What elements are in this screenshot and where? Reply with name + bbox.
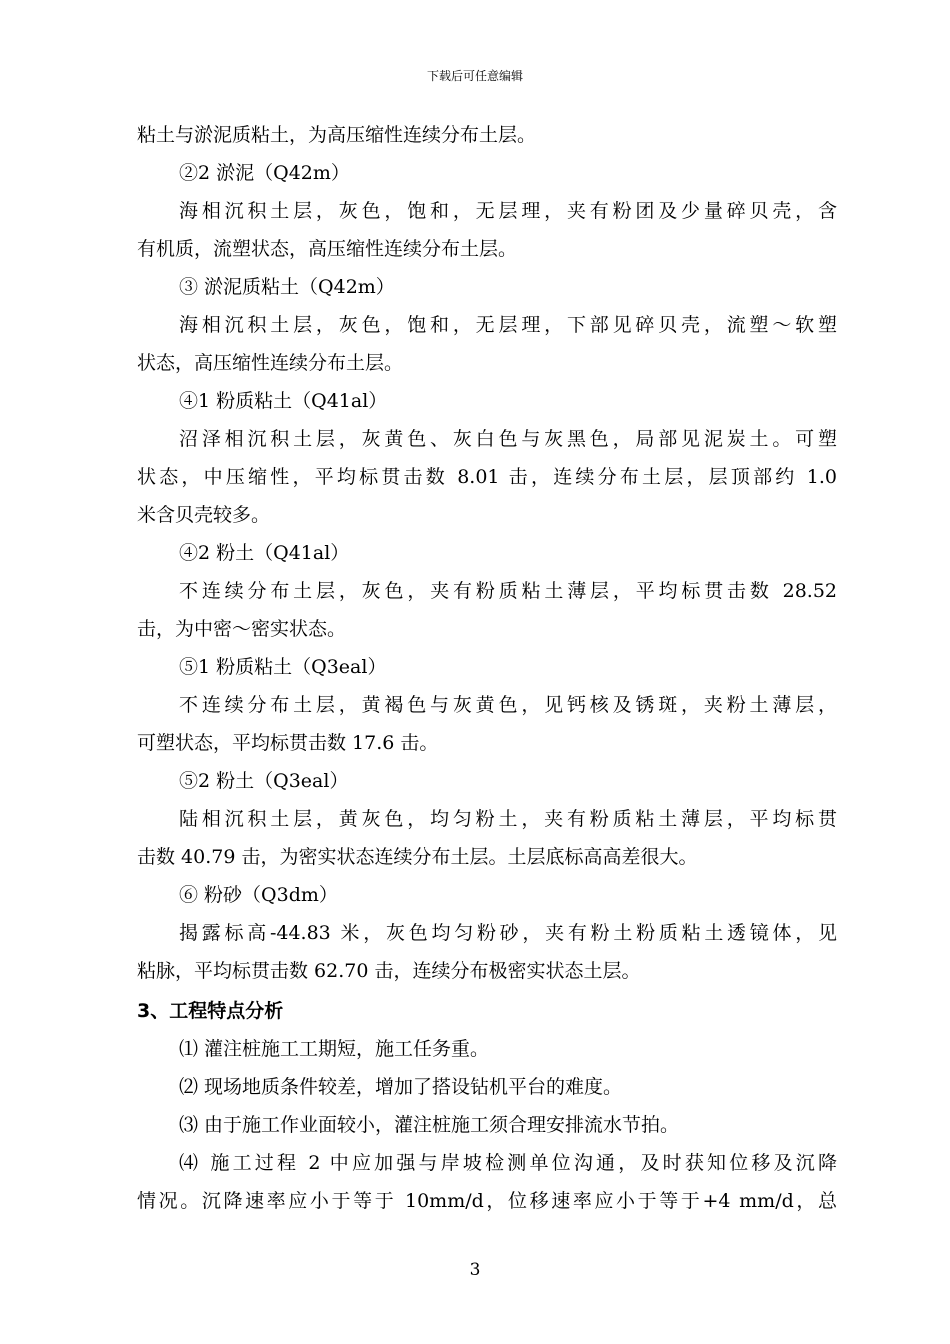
list-item: ⑵ 现场地质条件较差，增加了搭设钻机平台的难度。 xyxy=(179,1076,623,1098)
text-line: 粘土与淤泥质粘土，为高压缩性连续分布土层。 xyxy=(137,124,537,146)
subheading-3: ③ 淤泥质粘土（Q42m） xyxy=(179,276,395,298)
text-line: 可塑状态，平均标贯击数 17.6 击。 xyxy=(137,732,439,754)
list-item: ⑷ 施工过程 2 中应加强与岸坡检测单位沟通，及时获知位移及沉降 xyxy=(179,1152,837,1174)
text-line: 情况。沉降速率应小于等于 10mm/d，位移速率应小于等于+4 mm/d，总 xyxy=(137,1190,837,1212)
subheading-4-1: ④1 粉质粘土（Q41al） xyxy=(179,390,388,412)
text-line: 击，为中密～密实状态。 xyxy=(137,618,347,640)
page-number: 3 xyxy=(469,1260,481,1280)
list-item: ⑴ 灌注桩施工工期短，施工任务重。 xyxy=(179,1038,490,1060)
text-line: 不连续分布土层，黄褐色与灰黄色，见钙核及锈斑，夹粉土薄层， xyxy=(179,694,837,716)
text-line: 陆相沉积土层，黄灰色，均匀粉土，夹有粉质粘土薄层，平均标贯 xyxy=(179,808,837,830)
list-item: ⑶ 由于施工作业面较小，灌注桩施工须合理安排流水节拍。 xyxy=(179,1114,680,1136)
text-line: 击数 40.79 击，为密实状态连续分布土层。土层底标高高差很大。 xyxy=(137,846,698,868)
subheading-4-2: ④2 粉土（Q41al） xyxy=(179,542,350,564)
subheading-6: ⑥ 粉砂（Q3dm） xyxy=(179,884,338,906)
text-line: 粘脉，平均标贯击数 62.70 击，连续分布极密实状态土层。 xyxy=(137,960,641,982)
text-line: 有机质，流塑状态，高压缩性连续分布土层。 xyxy=(137,238,518,260)
subheading-2-2: ②2 淤泥（Q42m） xyxy=(179,162,350,184)
section-heading: 3、工程特点分析 xyxy=(137,1000,284,1022)
text-line: 不连续分布土层，灰色，夹有粉质粘土薄层，平均标贯击数 28.52 xyxy=(179,580,837,602)
page-header: 下载后可任意编辑 xyxy=(426,69,523,83)
text-line: 沼泽相沉积土层，灰黄色、灰白色与灰黑色，局部见泥炭土。可塑 xyxy=(179,428,837,450)
text-line: 海相沉积土层，灰色，饱和，无层理，夹有粉团及少量碎贝壳，含 xyxy=(179,200,837,222)
text-line: 状态，中压缩性，平均标贯击数 8.01 击，连续分布土层，层顶部约 1.0 xyxy=(137,466,837,488)
text-line: 状态，高压缩性连续分布土层。 xyxy=(137,352,404,374)
text-line: 米含贝壳较多。 xyxy=(137,504,271,526)
subheading-5-2: ⑤2 粉土（Q3eal） xyxy=(179,770,349,792)
text-line: 海相沉积土层，灰色，饱和，无层理，下部见碎贝壳，流塑～软塑 xyxy=(179,314,837,336)
text-line: 揭露标高-44.83 米，灰色均匀粉砂，夹有粉土粉质粘土透镜体，见 xyxy=(179,922,837,944)
subheading-5-1: ⑤1 粉质粘土（Q3eal） xyxy=(179,656,387,678)
